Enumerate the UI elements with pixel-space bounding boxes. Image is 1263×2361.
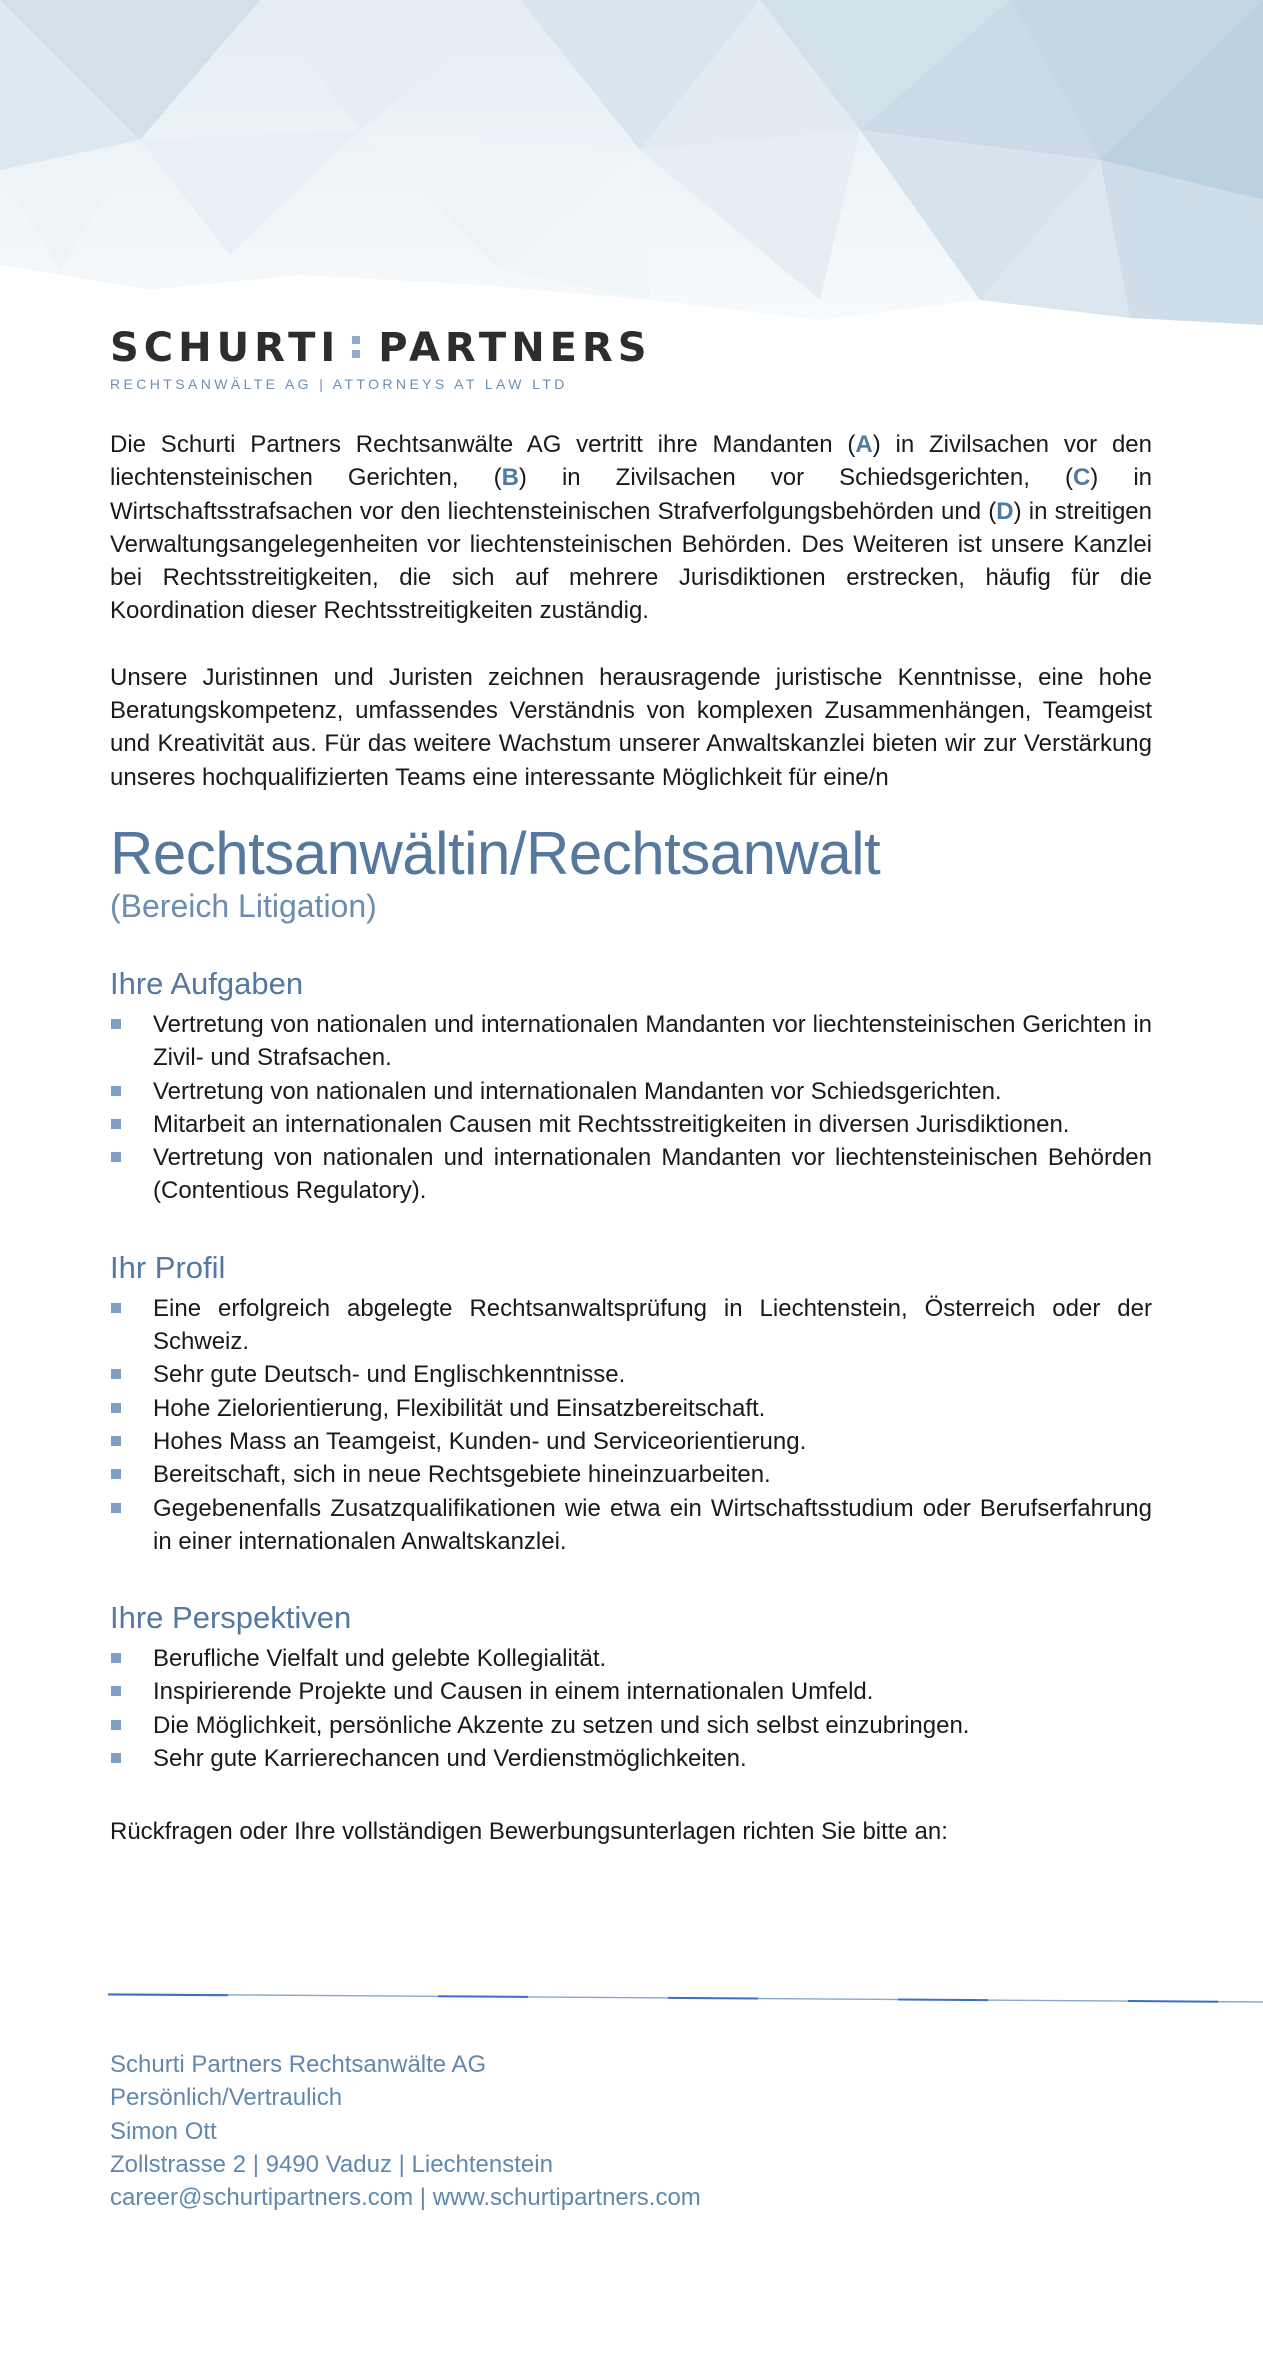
contact-company: Schurti Partners Rechtsanwälte AG [110,2051,487,2078]
bullet-square-icon [111,1369,121,1379]
list-item-text: Sehr gute Karrierechancen und Verdienstmöglichkeiten. [153,1745,747,1773]
intro-text: ) in streitigen Verwaltungsangelegenheiten vor liechtensteinischen Behörden. Des Weiteren ist unsere Kanzlei bei Rechtsstreitigkeiten, die sich auf mehrere Jurisdiktionen erstrecken, häufig für die Koordination dieser Rechtsstreitigkeiten zuständig. [110,497,1152,625]
closing-sentence: Rückfragen oder Ihre vollständigen Bewerbungsunterlagen richten Sie bitte an: [110,1818,948,1846]
contact-block [110,2048,1010,2214]
intro-text: Die Schurti Partners Rechtsanwälte AG vertritt ihre Mandanten ( [110,431,856,458]
list-item-text: Berufliche Vielfalt und gelebte Kollegialität. [153,1645,607,1673]
section-heading-profile: Ihr Profil [110,1249,226,1285]
list-item-text: Vertretung von nationalen und internationalen Mandanten vor liechtensteinischen Behörden (Contentious Regulatory). [153,1144,1152,1205]
bullet-square-icon [111,1753,121,1763]
list-item-text: Mitarbeit an internationalen Causen mit Rechtsstreitigkeiten in diversen Jurisdiktionen. [153,1110,1070,1138]
logo-name-left: SCHURTI [110,325,341,371]
logo-tagline: RECHTSANWÄLTE AG | ATTORNEYS AT LAW LTD [110,376,568,392]
bullet-square-icon [111,1303,121,1313]
list-item [110,1642,1152,1675]
contact-note: Persönlich/Vertraulich [110,2084,343,2112]
list-item [110,1108,1152,1141]
list-item [110,1358,1152,1391]
list-item-text: Bereitschaft, sich in neue Rechtsgebiete hineinzuarbeiten. [153,1461,771,1489]
marker-c: C [1072,464,1091,492]
list-item-text: Die Möglichkeit, persönliche Akzente zu setzen und sich selbst einzubringen. [153,1711,970,1739]
intro-paragraph-1 [110,428,1152,628]
bullet-square-icon [111,1019,121,1029]
list-item [110,1709,1152,1742]
list-item [110,1075,1152,1108]
perspectives-list [110,1642,1152,1775]
list-item [110,1392,1152,1425]
logo-separator [348,334,364,364]
intro-paragraph-2: Unsere Juristinnen und Juristen zeichnen herausragende juristische Kenntnisse, eine hohe Beratungskompetenz, umfassendes Verständnis von komplexen Zusammenhängen, Teamgeist und Kreativität aus. Für das weitere Wachstum unserer Anwaltskanzlei bieten wir zur Verstärkung unseres hochqualifizierten Teams eine interessante Möglichkeit für eine/n [110,663,1152,791]
bullet-square-icon [111,1403,121,1413]
list-item [110,1008,1152,1075]
list-item-text: Vertretung von nationalen und internationalen Mandanten vor liechtensteinischen Gerichten in Zivil- und Strafsachen. [153,1010,1152,1072]
list-item [110,1675,1152,1708]
marker-a: A [855,431,873,458]
contact-divider [108,1992,1263,2004]
list-item [110,1742,1152,1775]
list-item-text: Eine erfolgreich abgelegte Rechtsanwaltsprüfung in Liechtenstein, Österreich oder der Schweiz. [153,1294,1152,1356]
contact-email-web[interactable]: career@schurtipartners.com | www.schurtipartners.com [110,2184,701,2212]
bullet-square-icon [111,1686,121,1696]
section-heading-perspectives: Ihre Perspektiven [110,1600,352,1636]
marker-b: B [501,464,519,492]
bullet-square-icon [111,1720,121,1730]
job-title: Rechtsanwältin/Rechtsanwalt [110,819,881,887]
logo-wordmark [110,326,670,370]
header-background [0,0,1263,330]
contact-person: Simon Ott [110,2117,217,2145]
list-item [110,1292,1152,1359]
list-item [110,1425,1152,1458]
section-heading-tasks: Ihre Aufgaben [110,965,304,1001]
intro-text: ) in Wirtschaftsstrafsachen vor den liechtensteinischen Strafverfolgungsbehörden und ( [110,464,1153,525]
tasks-list [110,1008,1152,1208]
list-item-text: Gegebenenfalls Zusatzqualifikationen wie etwa ein Wirtschaftsstudium oder Berufserfahrung in einer internationalen Anwaltskanzlei. [153,1494,1152,1555]
bullet-square-icon [111,1653,121,1663]
contact-address: Zollstrasse 2 | 9490 Vaduz | Liechtenstein [110,2150,553,2178]
bullet-square-icon [111,1119,121,1129]
bullet-square-icon [111,1503,121,1513]
list-item [110,1141,1152,1208]
company-logo [110,326,670,392]
list-item-text: Inspirierende Projekte und Causen in einem internationalen Umfeld. [153,1678,874,1706]
bullet-square-icon [111,1086,121,1096]
list-item-text: Hohes Mass an Teamgeist, Kunden- und Serviceorientierung. [153,1427,807,1455]
intro-text: ) in Zivilsachen vor Schiedsgerichten, ( [518,464,1073,492]
job-posting [110,428,1152,1849]
bullet-square-icon [111,1152,121,1162]
profile-list [110,1292,1152,1558]
intro-text: ) in Zivilsachen vor den liechtensteinischen Gerichten, ( [110,431,1153,492]
list-item-text: Vertretung von nationalen und internationalen Mandanten vor Schiedsgerichten. [153,1077,1002,1105]
job-subtitle: (Bereich Litigation) [110,887,377,924]
list-item [110,1492,1152,1559]
list-item-text: Sehr gute Deutsch- und Englischkenntnisse. [153,1361,626,1389]
list-item [110,1458,1152,1491]
logo-name-right: PARTNERS [378,325,652,371]
list-item-text: Hohe Zielorientierung, Flexibilität und Einsatzbereitschaft. [153,1394,766,1422]
bullet-square-icon [111,1436,121,1446]
marker-d: D [996,497,1014,525]
bullet-square-icon [111,1469,121,1479]
